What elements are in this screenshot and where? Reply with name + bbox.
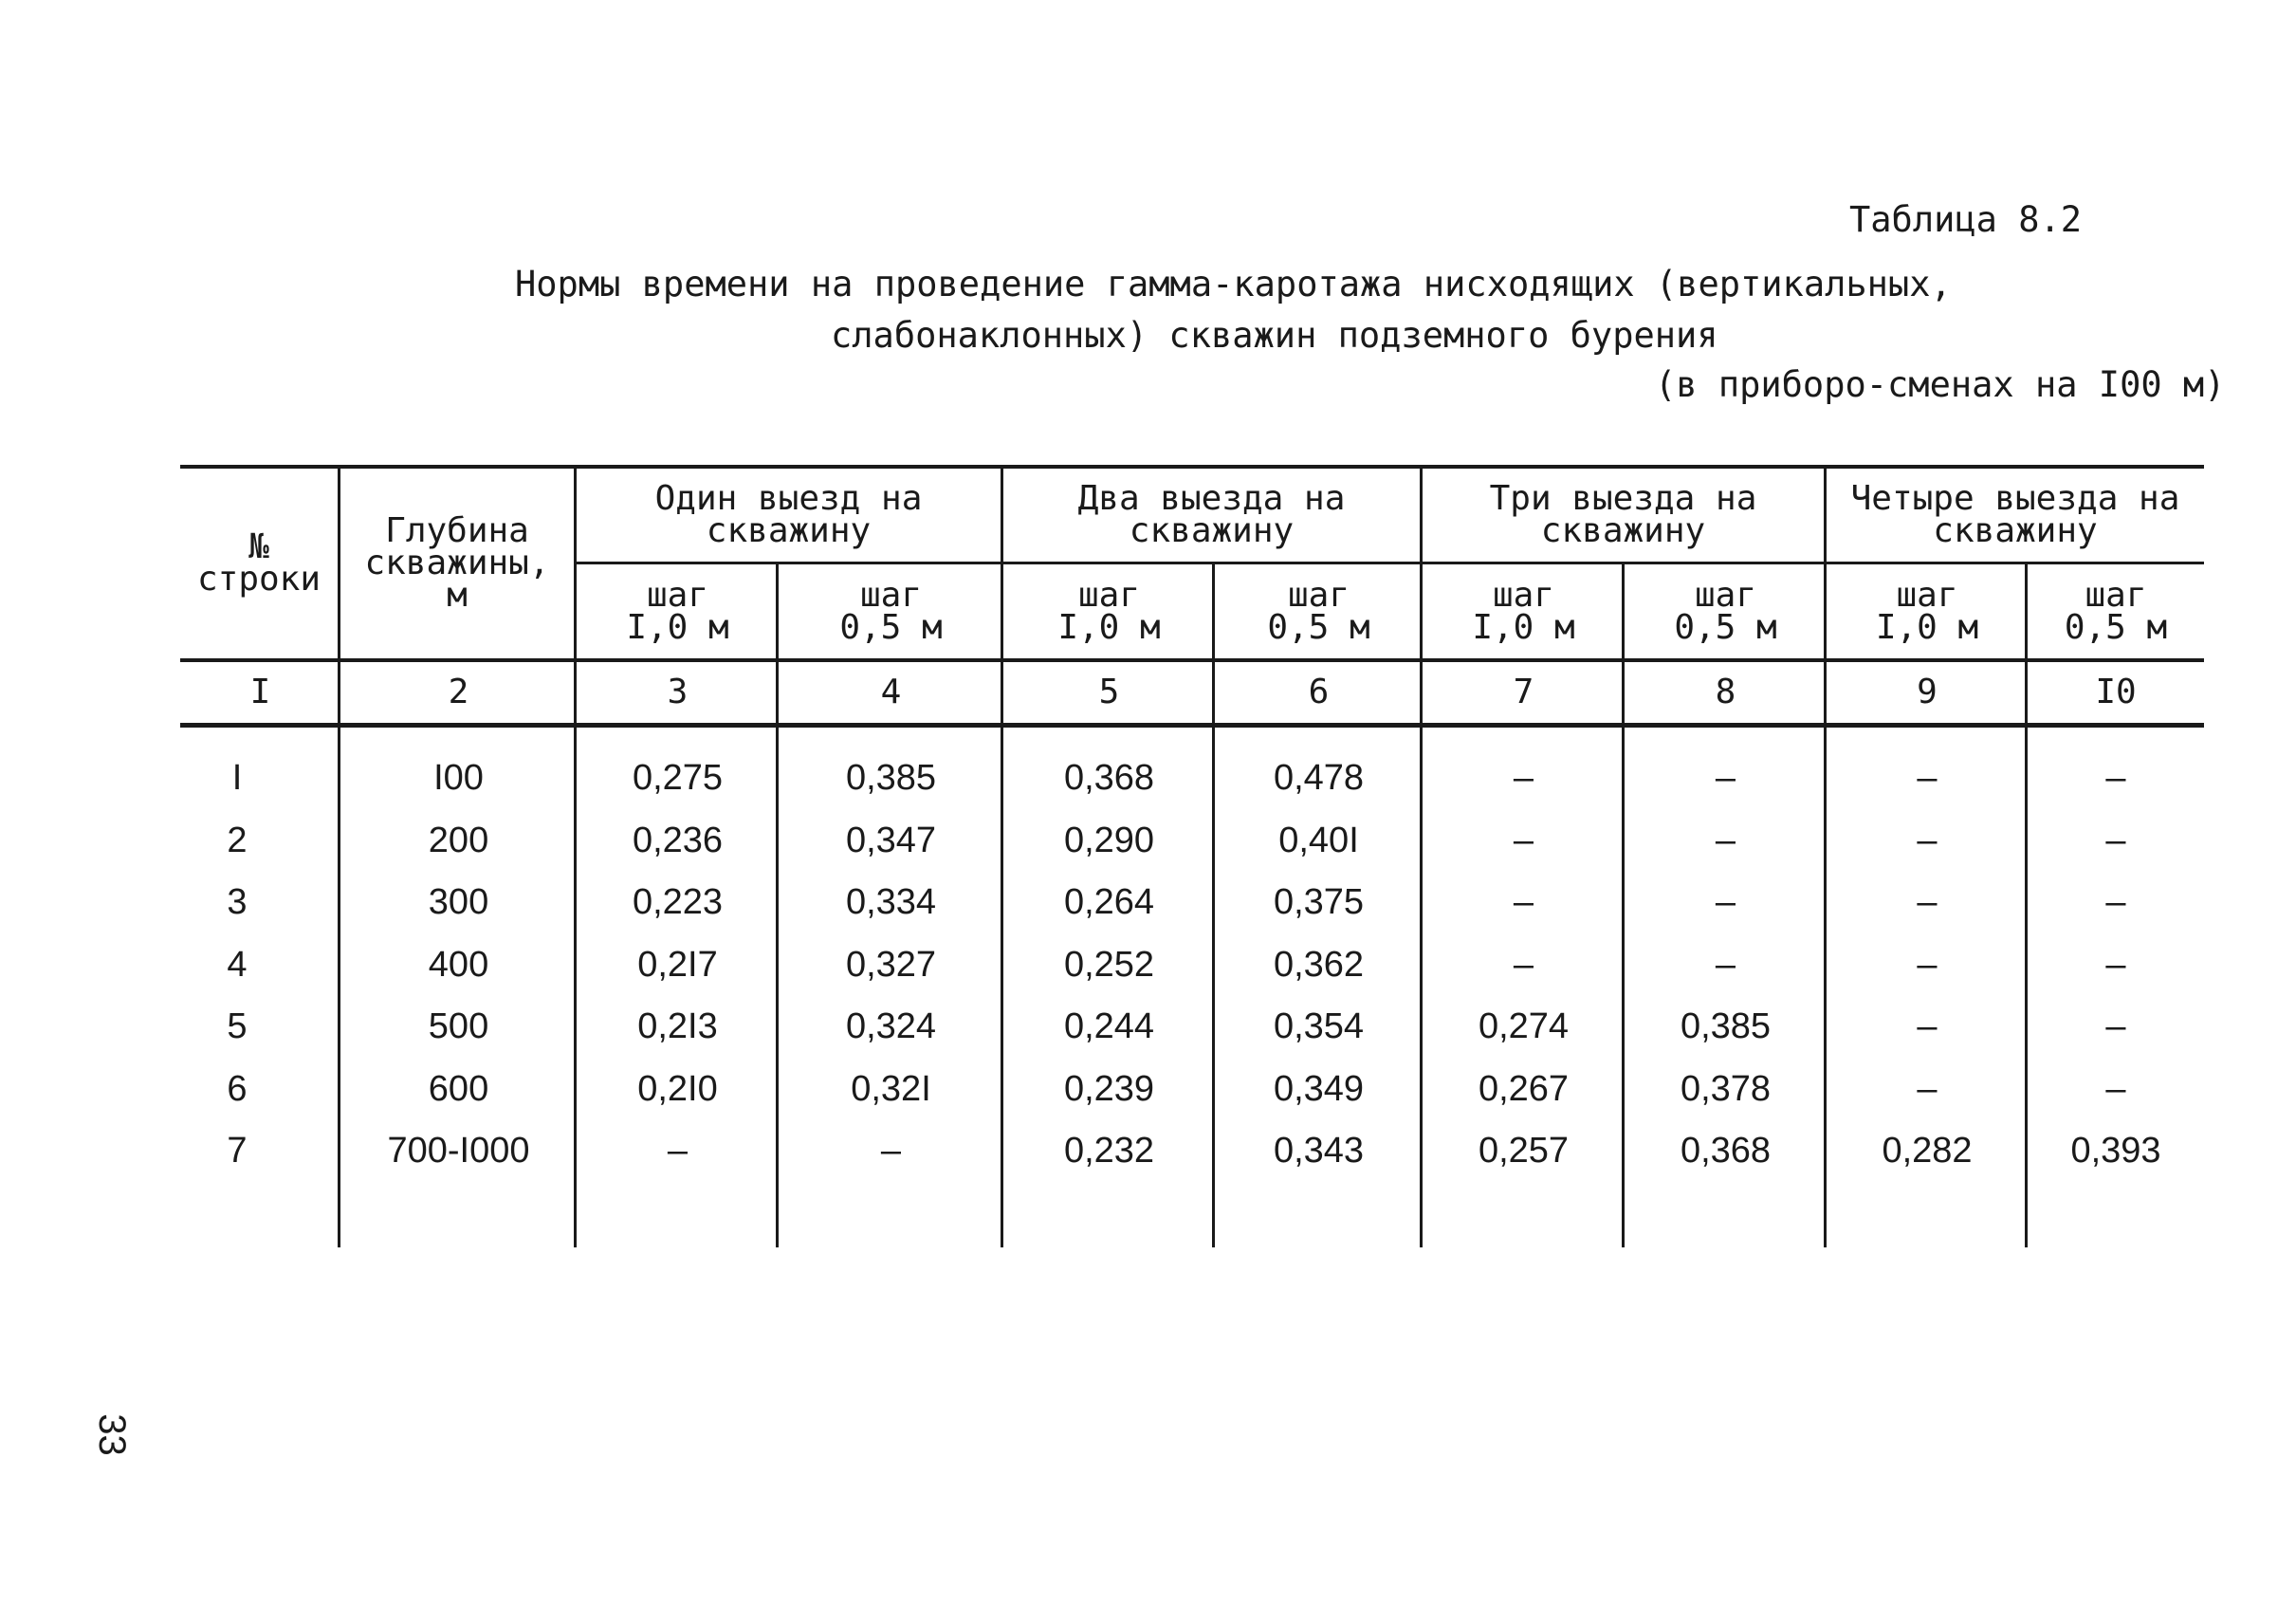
header-step-value: I,0 м <box>1875 607 1979 647</box>
header-step-cell <box>1827 564 2028 658</box>
header-step-word: шаг <box>1896 575 1958 615</box>
norm-value-cell: – <box>1917 758 1938 798</box>
header-group-four-trips <box>1827 469 2204 562</box>
norm-value-cell: 0,32I <box>851 1068 931 1109</box>
norm-value-cell: 0,343 <box>1273 1131 1365 1171</box>
units-note: (в приборо-сменах на I00 м) <box>1655 364 2226 405</box>
norm-value-cell: – <box>1917 944 1938 985</box>
header-group-three-trips <box>1423 469 1824 562</box>
header-depth-line: скважины, <box>364 544 550 582</box>
header-step-cell <box>577 564 779 658</box>
header-step-cell <box>2028 564 2204 658</box>
norm-value-cell: – <box>2105 944 2126 985</box>
header-step-value: 0,5 м <box>1267 607 1370 647</box>
norm-value-cell: 0,275 <box>632 758 724 798</box>
column-number: 3 <box>667 673 689 711</box>
norm-value-cell: 0,264 <box>1063 882 1155 922</box>
norm-value-cell: 0,334 <box>845 882 937 922</box>
page-number: 33 <box>90 1413 133 1456</box>
norm-value-cell: 0,327 <box>845 944 937 985</box>
row-number-cell: I <box>231 758 243 798</box>
header-row-number <box>180 469 338 658</box>
header-step-value: I,0 м <box>1472 607 1575 647</box>
header-step-word: шаг <box>859 575 923 615</box>
header-group-one-trip <box>577 469 1001 562</box>
header-step-word: шаг <box>1492 575 1555 615</box>
norm-value-cell: 0,478 <box>1273 758 1365 798</box>
header-group-line: скважину <box>1540 511 1706 550</box>
title-line-1: Нормы времени на проведение гамма-каротажа нисходящих (вертикальных, <box>515 264 1952 304</box>
norm-value-cell: – <box>1513 944 1534 985</box>
column-number: 9 <box>1917 673 1938 711</box>
header-row-number-word: строки <box>196 560 321 599</box>
norm-value-cell: – <box>2105 1006 2126 1046</box>
norm-value-cell: – <box>1513 820 1534 860</box>
header-step-word: шаг <box>1077 575 1141 615</box>
norm-value-cell: 0,362 <box>1273 944 1365 985</box>
table-label: Таблица 8.2 <box>1849 199 2083 240</box>
norm-value-cell: 0,239 <box>1063 1068 1155 1109</box>
norm-value-cell: – <box>880 1131 902 1171</box>
header-step-cell <box>1625 564 1827 658</box>
norm-value-cell: 0,368 <box>1063 758 1155 798</box>
header-depth-line: Глубина <box>385 511 529 550</box>
norm-value-cell: 0,393 <box>2070 1131 2161 1171</box>
norms-table <box>180 465 2204 1247</box>
header-group-line: Четыре выезда на <box>1850 479 2180 518</box>
norm-value-cell: 0,290 <box>1063 820 1155 860</box>
depth-cell: 200 <box>428 820 489 860</box>
norm-value-cell: – <box>1715 758 1736 798</box>
header-step-word: шаг <box>2085 575 2147 615</box>
norm-value-cell: 0,385 <box>845 758 937 798</box>
norm-value-cell: – <box>2105 820 2126 860</box>
header-group-line: Два выезда на <box>1077 479 1346 518</box>
row-number-cell: 6 <box>227 1068 248 1109</box>
norm-value-cell: 0,282 <box>1882 1131 1973 1171</box>
header-step-word: шаг <box>1694 575 1757 615</box>
norm-value-cell: – <box>1715 944 1736 985</box>
norm-value-cell: – <box>1917 1068 1938 1109</box>
header-step-value: 0,5 м <box>2064 607 2168 647</box>
norm-value-cell: 0,347 <box>845 820 937 860</box>
depth-cell: 700-I000 <box>387 1131 530 1171</box>
header-group-two-trips <box>1003 469 1420 562</box>
norm-value-cell: – <box>1917 820 1938 860</box>
norm-value-cell: – <box>2105 758 2126 798</box>
norm-value-cell: – <box>667 1131 689 1171</box>
row-number-cell: 3 <box>227 882 248 922</box>
header-step-value: I,0 м <box>1057 607 1161 647</box>
row-number-cell: 5 <box>227 1006 248 1046</box>
depth-cell: I00 <box>433 758 484 798</box>
column-number: 7 <box>1513 673 1534 711</box>
depth-cell: 400 <box>428 944 489 985</box>
norm-value-cell: 0,378 <box>1680 1068 1772 1109</box>
column-number: I <box>249 673 271 711</box>
column-number: 8 <box>1715 673 1736 711</box>
header-step-word: шаг <box>1287 575 1350 615</box>
header-step-word: шаг <box>646 575 709 615</box>
depth-cell: 600 <box>428 1068 489 1109</box>
norm-value-cell: 0,267 <box>1478 1068 1570 1109</box>
norm-value-cell: – <box>1917 882 1938 922</box>
norm-value-cell: – <box>1715 820 1736 860</box>
norm-value-cell: 0,324 <box>845 1006 937 1046</box>
header-depth-unit: м <box>447 576 468 615</box>
norm-value-cell: – <box>1513 882 1534 922</box>
column-number: I0 <box>2095 673 2137 711</box>
norm-value-cell: 0,375 <box>1273 882 1365 922</box>
depth-cell: 500 <box>428 1006 489 1046</box>
header-group-line: скважину <box>1129 511 1295 550</box>
row-number-cell: 4 <box>227 944 248 985</box>
row-number-cell: 2 <box>227 820 248 860</box>
norm-value-cell: 0,244 <box>1063 1006 1155 1046</box>
column-number: 5 <box>1098 673 1120 711</box>
norm-value-cell: 0,252 <box>1063 944 1155 985</box>
header-step-cell <box>1423 564 1625 658</box>
header-group-line: скважину <box>706 511 872 550</box>
header-depth <box>340 469 574 658</box>
norm-value-cell: 0,385 <box>1680 1006 1772 1046</box>
column-number: 2 <box>448 673 469 711</box>
norm-value-cell: – <box>2105 882 2126 922</box>
header-row-number-sign: № <box>248 527 269 566</box>
norm-value-cell: 0,40I <box>1278 820 1359 860</box>
norm-value-cell: – <box>1715 882 1736 922</box>
norm-value-cell: – <box>1513 758 1534 798</box>
header-group-line: Три выезда на <box>1489 479 1757 518</box>
norm-value-cell: 0,257 <box>1478 1131 1570 1171</box>
norm-value-cell: 0,2I3 <box>637 1006 718 1046</box>
column-number: 4 <box>880 673 902 711</box>
header-step-value: 0,5 м <box>839 607 943 647</box>
norm-value-cell: 0,2I7 <box>637 944 718 985</box>
norm-value-cell: – <box>2105 1068 2126 1109</box>
header-group-line: скважину <box>1933 511 2098 550</box>
title-line-2: слабонаклонных) скважин подземного бурения <box>831 315 1718 356</box>
header-step-cell <box>1215 564 1423 658</box>
header-step-cell <box>1003 564 1215 658</box>
norm-value-cell: 0,2I0 <box>637 1068 718 1109</box>
norm-value-cell: 0,349 <box>1273 1068 1365 1109</box>
depth-cell: 300 <box>428 882 489 922</box>
norm-value-cell: 0,354 <box>1273 1006 1365 1046</box>
row-number-cell: 7 <box>227 1131 248 1171</box>
norm-value-cell: 0,232 <box>1063 1131 1155 1171</box>
norm-value-cell: 0,223 <box>632 882 724 922</box>
norm-value-cell: 0,274 <box>1478 1006 1570 1046</box>
column-numbers-rule <box>180 723 2204 728</box>
header-step-value: I,0 м <box>626 607 729 647</box>
header-step-value: 0,5 м <box>1674 607 1777 647</box>
header-step-cell <box>779 564 1003 658</box>
column-number: 6 <box>1308 673 1330 711</box>
header-group-line: Один выезд на <box>654 479 923 518</box>
norm-value-cell: 0,236 <box>632 820 724 860</box>
norm-value-cell: 0,368 <box>1680 1131 1772 1171</box>
norm-value-cell: – <box>1917 1006 1938 1046</box>
